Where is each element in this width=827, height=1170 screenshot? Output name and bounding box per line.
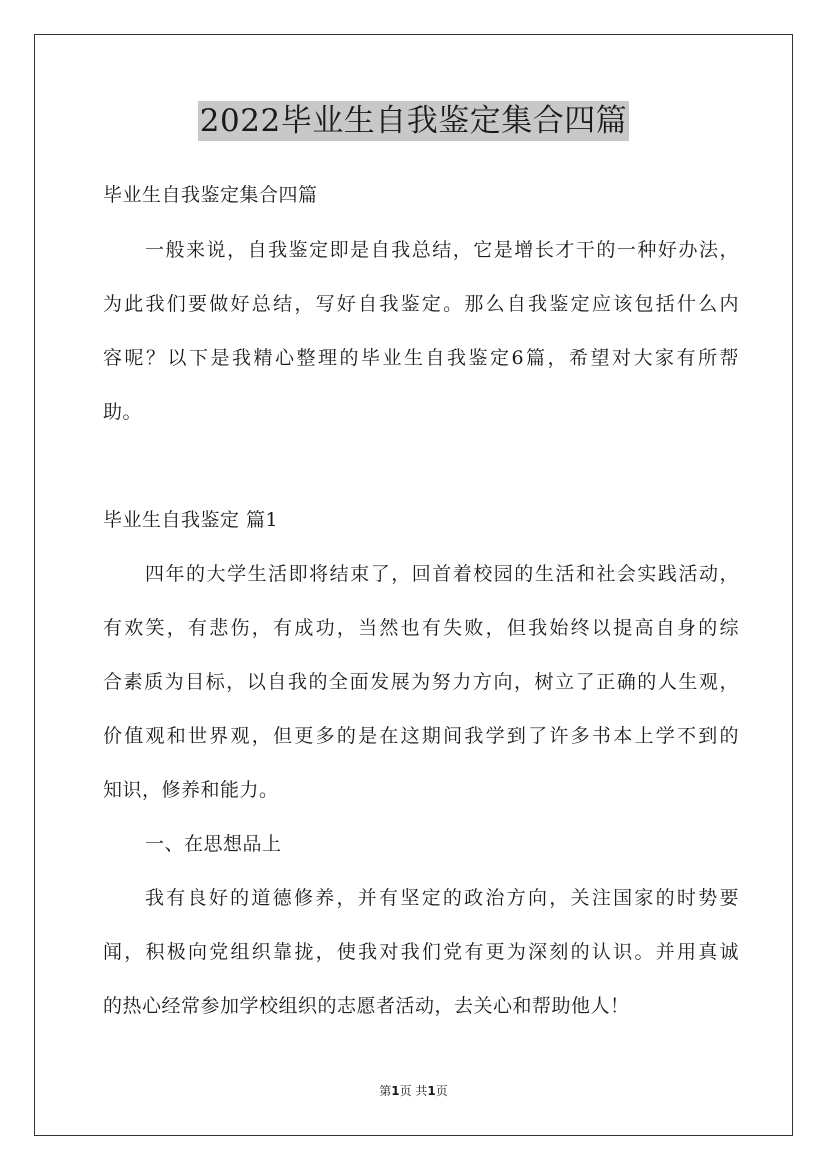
paragraph-line: 有欢笑，有悲伤，有成功，当然也有失败，但我始终以提高自身的综 [103, 617, 739, 639]
paragraph-line: 一般来说，自我鉴定即是自我总结，它是增长才干的一种好办法， [145, 239, 739, 261]
paragraph-line: 合素质为目标，以自我的全面发展为努力方向，树立了正确的人生观， [103, 671, 739, 693]
paragraph-line: 闻，积极向党组织靠拢，使我对我们党有更为深刻的认识。并用真诚 [103, 941, 739, 963]
footer-current-page: 1 [391, 1084, 400, 1098]
subtitle-line: 毕业生自我鉴定集合四篇 [103, 184, 318, 206]
paragraph-line: 助。 [103, 401, 143, 423]
paragraph-line: 为此我们要做好总结，写好自我鉴定。那么自我鉴定应该包括什么内 [103, 293, 739, 315]
paragraph-line: 的热心经常参加学校组织的志愿者活动，去关心和帮助他人！ [103, 995, 630, 1017]
paragraph-line: 四年的大学生活即将结束了，回首着校园的生活和社会实践活动， [145, 563, 739, 585]
section-heading: 毕业生自我鉴定 篇1 [103, 509, 279, 531]
document-title: 2022毕业生自我鉴定集合四篇 [199, 103, 628, 139]
footer-suffix: 页 [435, 1084, 448, 1098]
footer-prefix: 第 [379, 1084, 392, 1098]
paragraph-line: 我有良好的道德修养，并有坚定的政治方向，关注国家的时势要 [145, 887, 739, 909]
footer-total-pages: 1 [427, 1084, 436, 1098]
page-footer [0, 1083, 827, 1099]
subsection-heading: 一、在思想品上 [145, 833, 282, 855]
paragraph-line: 知识，修养和能力。 [103, 779, 279, 801]
footer-mid: 页 共 [399, 1084, 428, 1098]
paragraph-line: 价值观和世界观，但更多的是在这期间我学到了许多书本上学不到的 [103, 725, 739, 747]
title-container [0, 101, 827, 141]
paragraph-line: 容呢？以下是我精心整理的毕业生自我鉴定6篇，希望对大家有所帮 [103, 347, 739, 369]
